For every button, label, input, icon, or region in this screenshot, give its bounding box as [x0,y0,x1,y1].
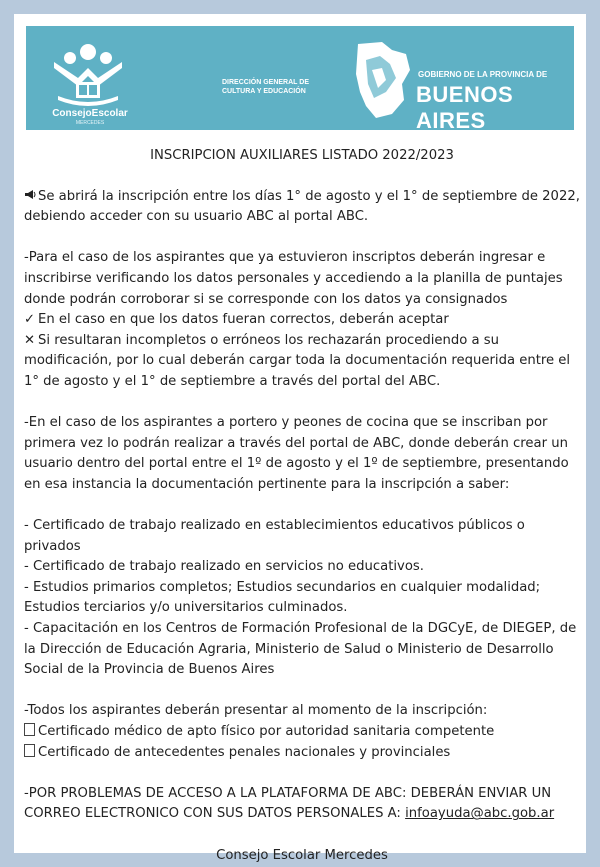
document-frame [14,14,586,863]
requirement-item: - Certificado de trabajo realizado en establecimientos educativos públicos o privados [24,518,525,554]
buenos-aires-label: BUENOS AIRES [416,82,514,133]
all-aspirants-title: -Todos los aspirantes deberán presentar al momento de la inscripción: [24,703,488,719]
all-aspirants-item: Certificado de antecedentes penales nacionales y provinciales [24,743,580,764]
document-title: INSCRIPCION AUXILIARES LISTADO 2022/2023 [150,148,454,163]
new-aspirants-paragraph: -En el caso de los aspirantes a portero y peones de cocina que se inscriban por primera vez lo podrán realizar a través del portal de ABC, donde deberán crear un usuario dentro del portal entre el 1º de agosto y el 1º de septiembre, presentando en esa instancia la documentación pertinente para la inscripción a saber: [24,415,569,492]
document-body [24,146,580,866]
consejo-escolar-label: ConsejoEscolar [52,108,128,119]
check-icon: ✓ [24,312,36,328]
existing-aspirants-paragraph: -Para el caso de los aspirantes que ya estuvieron inscriptos deberán ingresar e inscribirse verificando los datos personales y accediendo a la planilla de puntajes donde podrán corroborar si se corresponde con los datos ya consignados [24,250,563,307]
direccion-general-label: DIRECCIÓN GENERAL DE CULTURA Y EDUCACIÓN [222,79,309,95]
all-aspirants-item: Certificado médico de apto físico por autoridad sanitaria competente [24,722,580,743]
gobierno-label: GOBIERNO DE LA PROVINCIA DE [418,70,548,79]
consejo-escolar-sub: MERCEDES [75,120,105,126]
header-banner [26,26,574,133]
requirement-item: - Capacitación en los Centros de Formación Profesional de la DGCyE, de DIEGEP, de la Dirección de Educación Agraria, Ministerio de Salud o Ministerio de Desarrollo Social de la Provincia de Buenos Aires [24,621,577,678]
placeholder-box-icon [24,744,35,757]
placeholder-box-icon [24,723,35,736]
cross-item: ✕ Si resultaran incompletos o erróneos los rechazarán procediendo a su modificación, por lo cual deberán cargar toda la documentación requerida entre el 1° de agosto y el 1° de septiembre a través del portal del ABC. [24,332,571,389]
email-link[interactable]: infoayuda@abc.gob.ar [405,806,555,822]
megaphone-icon [24,187,38,208]
requirement-item: - Estudios primarios completos; Estudios secundarios en cualquier modalidad; Estudios terciarios y/o universitarios culminados. [24,579,541,616]
check-item: ✓ En el caso en que los datos fueran correctos, deberán aceptar [24,310,580,331]
consejo-escolar-logo [48,38,128,110]
problems-paragraph: -POR PROBLEMAS DE ACCESO A LA PLATAFORMA DE ABC: DEBERÁN ENVIAR UN CORREO ELECTRONICO CON SUS DATOS PERSONALES A: infoayuda@abc.gob.ar [24,785,555,822]
buenos-aires-map-icon [352,40,412,120]
intro-paragraph: Se abrirá la inscripción entre los días 1° de agosto y el 1° de septiembre de 2022, debiendo acceder con su usuario ABC al portal ABC. [24,188,580,225]
requirement-item: - Certificado de trabajo realizado en servicios no educativos. [24,559,424,575]
signature: Consejo Escolar Mercedes [216,847,388,863]
cross-icon: ✕ [24,332,36,348]
